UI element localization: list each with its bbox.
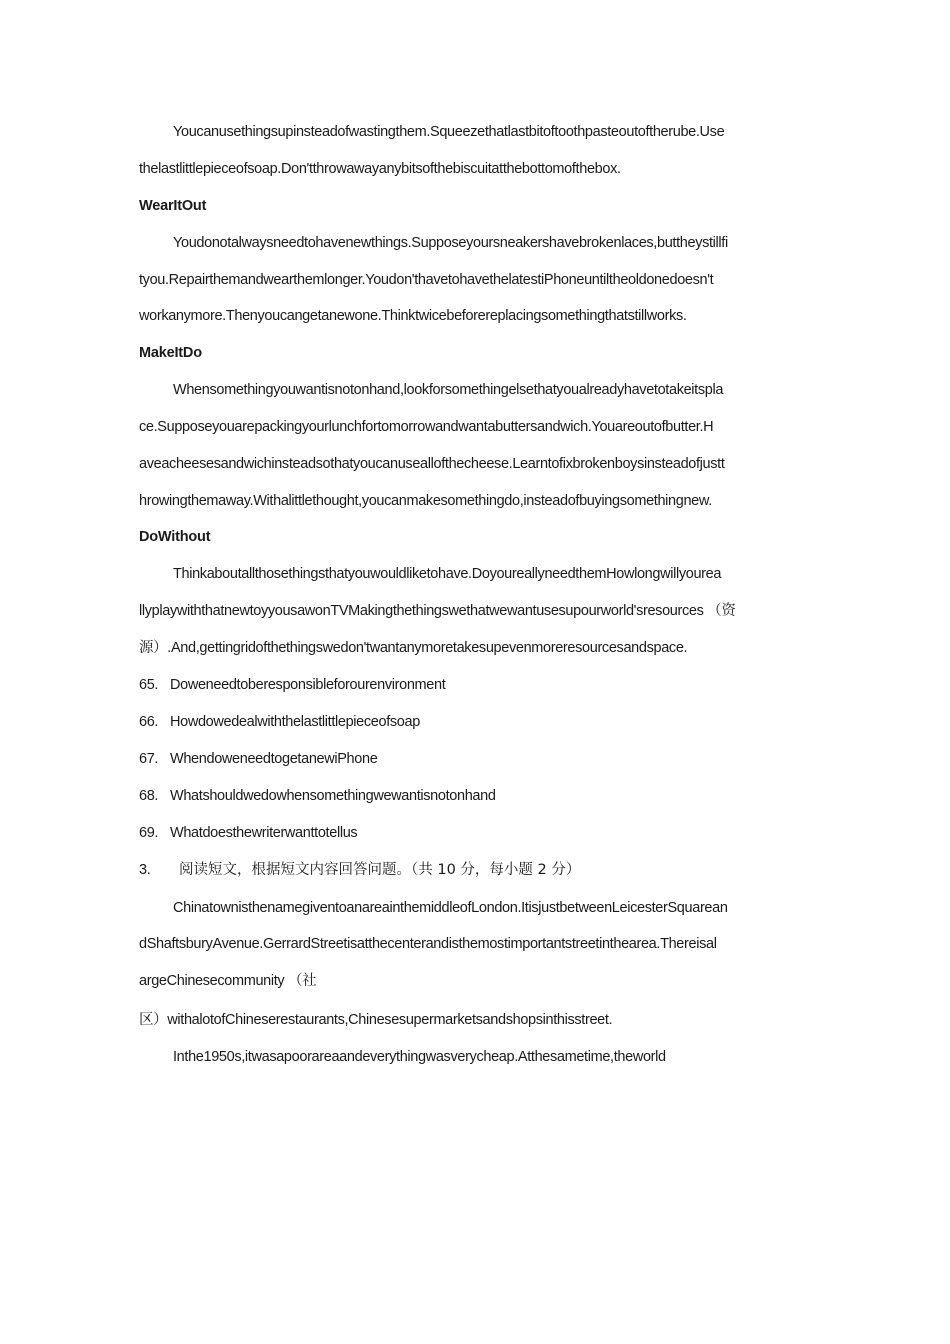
passage-line: workanymore.Thenyoucangetanewone.Thinktwicebeforereplacingsomethingthatstillworks. [139,308,687,324]
passage-line: ChinatownisthenamegiventoanareainthemiddleofLondon.ItisjustbetweenLeicesterSquarean [173,900,728,916]
question-item [139,823,819,843]
passage-line: ce.Supposeyouarepackingyourlunchfortomorrowandwantabuttersandwich.Youareoutofbutter.H [139,419,714,435]
passage-line: thelastlittlepieceofsoap.Don'tthrowawayanybitsofthebiscuitatthebottomofthebox. [139,161,621,177]
passage-line: 区）withalotofChineserestaurants,Chinesesupermarketsandshopsinthisstreet. [139,1012,613,1028]
section-3-header [139,860,819,880]
passage-line: 源）.And,gettingridofthethingswedon'twantanymoretakesupevenmoreresourcesandspace. [139,640,688,656]
question-number: 65. [139,677,159,693]
question-number: 68. [139,788,159,804]
question-item [139,749,819,769]
question-text: Howdowedealwiththelastlittlepieceofsoap [170,714,420,730]
passage-line: argeChinesecommunity （社 [139,973,317,989]
passage-line: dShaftsburyAvenue.GerrardStreetisatthecenterandisthemostimportantstreetinthearea.Thereisal [139,936,717,952]
question-item [139,675,819,695]
question-text: Doweneedtoberesponsibleforourenvironment [170,677,446,693]
passage-line: tyou.Repairthemandwearthemlonger.Youdon'thavetohavethelatestiPhoneuntiltheoldonedoesn't [139,272,714,288]
question-number: 67. [139,751,159,767]
question-item [139,786,819,806]
question-text: WhendoweneedtogetanewiPhone [170,751,378,767]
section-number: 3. [139,862,151,878]
section-heading-make-it-do: MakeItDo [139,345,202,361]
question-text: Whatdoesthewriterwanttotellus [170,825,358,841]
passage-line: llyplaywiththatnewtoyyousawonTVMakingthethingswethatwewantusesupourworld'sresources （资 [139,603,736,619]
question-item [139,712,819,732]
question-number: 69. [139,825,159,841]
passage-line: Inthe1950s,itwasapoorareaandeverythingwasverycheap.Atthesametime,theworld [173,1049,666,1065]
section-instruction: 阅读短文，根据短文内容回答问题。（共 10 分，每小题 2 分） [179,862,581,878]
passage-line: Youdonotalwaysneedtohavenewthings.Supposeyoursneakershavebrokenlaces,buttheystillfi [173,235,728,251]
passage-line: Youcanusethingsupinsteadofwastingthem.Squeezethatlastbitoftoothpasteoutoftherube.Use [173,124,725,140]
question-text: Whatshouldwedowhensomethingwewantisnotonhand [170,788,496,804]
passage-line: Whensomethingyouwantisnotonhand,lookforsomethingelsethatyoualreadyhavetotakeitspla [173,382,724,398]
passage-line: hrowingthemaway.Withalittlethought,youcanmakesomethingdo,insteadofbuyingsomethingnew. [139,493,712,509]
section-heading-wear-it-out: WearItOut [139,198,207,214]
passage-line: Thinkaboutallthosethingsthatyouwouldliketohave.DoyoureallyneedthemHowlongwillyourea [173,566,722,582]
passage-line: aveacheesesandwichinsteadsothatyoucanuseallofthecheese.Learntofixbrokenboysinsteadofjustt [139,456,725,472]
question-number: 66. [139,714,159,730]
section-heading-do-without: DoWithout [139,529,211,545]
